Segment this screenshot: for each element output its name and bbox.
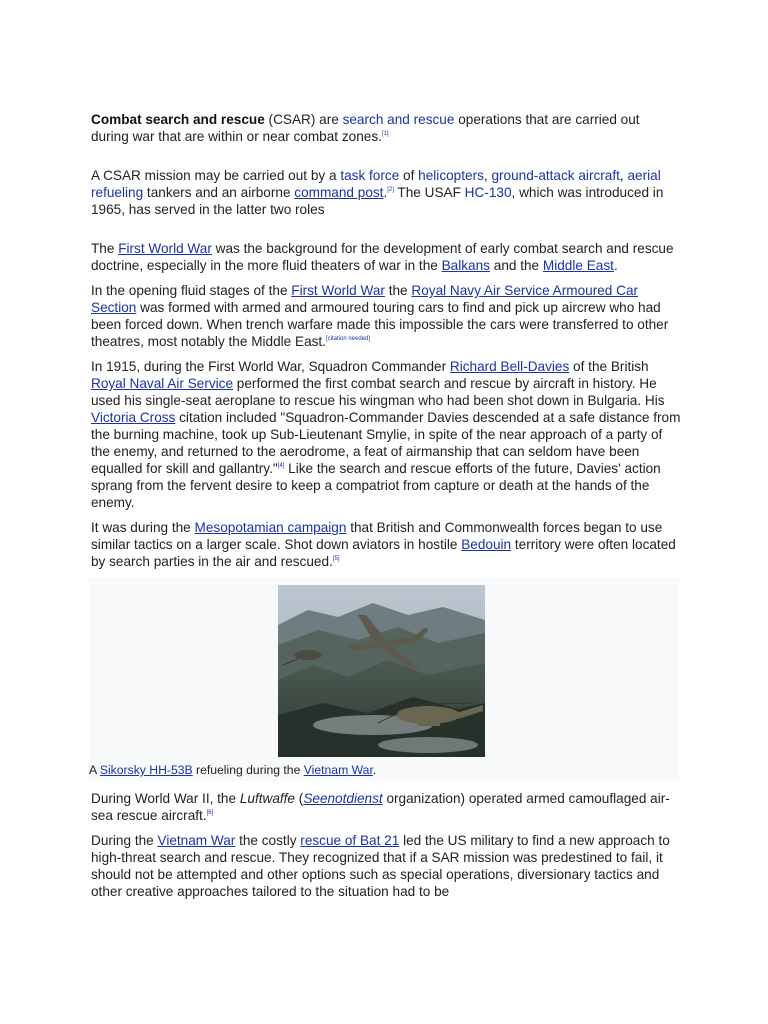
- figure-caption: A Sikorsky HH-53B refueling during the Vietnam War.: [89, 763, 377, 777]
- ref-1[interactable]: [1]: [381, 131, 389, 137]
- link-aerial-refueling[interactable]: aerial refueling: [91, 168, 661, 200]
- paragraph-wwii: During World War II, the Luftwaffe (Seenotdienst organization) operated armed camouflaged air-sea rescue aircraft.[6]: [91, 791, 670, 823]
- ref-citation-needed[interactable]: [citation needed]: [326, 336, 371, 342]
- ref-2[interactable]: [2]: [387, 187, 394, 193]
- link-richard-bell-davies[interactable]: Richard Bell-Davies: [449, 359, 570, 374]
- italic-luftwaffe: Luftwaffe: [239, 791, 295, 806]
- paragraph-vietnam: During the Vietnam War the costly rescue of Bat 21 led the US military to find a new approach to high-threat search and rescue. They recognized that if a SAR mission was predestined to fail, it should not be attempted and other options such as special operations, diversionary tactics and other creative approaches tailored to the situation had to be: [91, 833, 670, 899]
- bold-term: Combat search and rescue: [91, 112, 265, 127]
- paragraph-mission: A CSAR mission may be carried out by a task force of helicopters, ground-attack aircraft, aerial refueling tankers and an airborne command post.[2] The USAF HC-130, which was introduced in 1965, has served in the latter two roles: [91, 168, 664, 217]
- ref-5[interactable]: [5]: [332, 556, 340, 562]
- ref-4[interactable]: [4]: [277, 463, 285, 469]
- link-hc-130[interactable]: HC-130: [464, 185, 512, 200]
- ref-6[interactable]: [6]: [206, 810, 214, 816]
- figure-photo[interactable]: [278, 585, 485, 757]
- link-search-and-rescue[interactable]: search and rescue: [342, 112, 455, 127]
- link-ground-attack-aircraft[interactable]: ground-attack aircraft: [491, 168, 620, 183]
- link-middle-east[interactable]: Middle East: [542, 258, 614, 273]
- link-first-world-war[interactable]: First World War: [118, 241, 212, 256]
- figure-box: [89, 578, 679, 781]
- paragraph-armoured-car: In the opening fluid stages of the First World War the Royal Navy Air Service Armoured Car Section was formed with armed and armoured touring cars to find and pick up aircrew who had been forced down. When trench warfare made this impossible the cars were transferred to other theatres, most notably the Middle East.[citation needed]: [91, 283, 669, 349]
- article-body: [91, 111, 681, 908]
- link-mesopotamian-campaign[interactable]: Mesopotamian campaign: [194, 520, 347, 535]
- link-vietnam-war-2[interactable]: Vietnam War: [157, 833, 236, 848]
- link-royal-naval-air-service[interactable]: Royal Naval Air Service: [91, 376, 234, 391]
- paragraph-first-world-war: The First World War was the background for the development of early combat search and rescue doctrine, especially in the more fluid theaters of war in the Balkans and the Middle East.: [91, 241, 674, 273]
- link-balkans[interactable]: Balkans: [441, 258, 490, 273]
- paragraph-intro: Combat search and rescue (CSAR) are search and rescue operations that are carried out during war that are within or near combat zones.[1]: [91, 112, 640, 144]
- link-helicopters[interactable]: helicopters: [418, 168, 484, 183]
- link-victoria-cross[interactable]: Victoria Cross: [91, 410, 176, 425]
- link-seenotdienst[interactable]: Seenotdienst: [303, 791, 383, 806]
- link-sikorsky-hh-53b[interactable]: Sikorsky HH-53B: [99, 763, 193, 777]
- helicopter-refueling-image: [278, 585, 485, 757]
- link-vietnam-war[interactable]: Vietnam War: [303, 763, 373, 777]
- paragraph-mesopotamia: It was during the Mesopotamian campaign that British and Commonwealth forces began to use similar tactics on a larger scale. Shot down aviators in hostile Bedouin territory were often located by search parties in the air and rescued.[5]: [91, 520, 676, 569]
- link-command-post[interactable]: command post: [294, 185, 384, 200]
- link-task-force[interactable]: task force: [340, 168, 400, 183]
- paragraph-bell-davies: In 1915, during the First World War, Squadron Commander Richard Bell-Davies of the British Royal Naval Air Service performed the first combat search and rescue by aircraft in history. He used his single-seat aeroplane to rescue his wingman who had been shot down in Bulgaria. His Victoria Cross citation included "Squadron-Commander Davies descended at a safe distance from the burning machine, took up Sub-Lieutenant Smylie, in spite of the near approach of a party of the enemy, and returned to the aerodrome, a feat of airmanship that can seldom have been equalled for skill and gallantry."[4] Like the search and rescue efforts of the future, Davies' action sprang from the fervent desire to keep a compatriot from capture or death at the hands of the enemy.: [91, 359, 681, 510]
- link-first-world-war-2[interactable]: First World War: [291, 283, 385, 298]
- link-armoured-car-section[interactable]: Royal Navy Air Service Armoured Car Section: [91, 283, 639, 315]
- link-rescue-of-bat-21[interactable]: rescue of Bat 21: [300, 833, 400, 848]
- link-bedouin[interactable]: Bedouin: [461, 537, 512, 552]
